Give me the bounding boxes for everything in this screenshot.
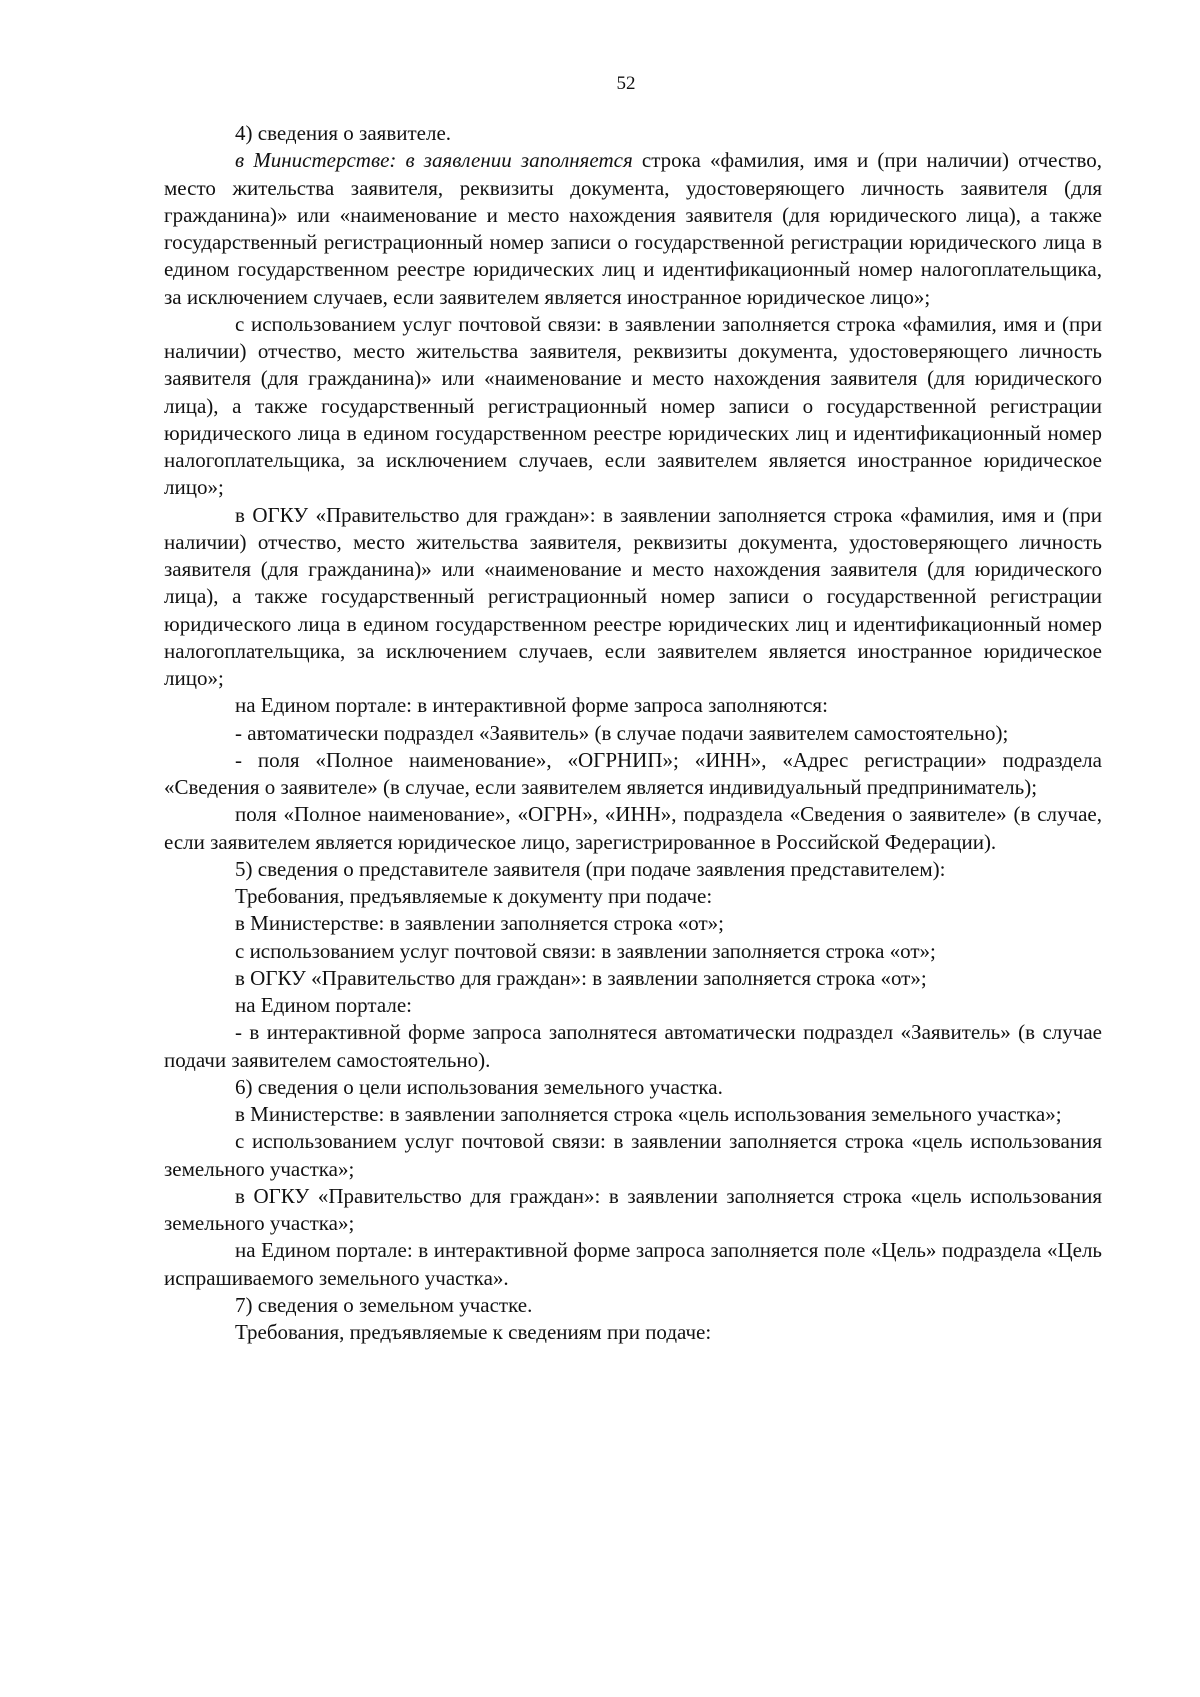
item-5-ogku: в ОГКУ «Правительство для граждан»: в заявлении заполняется строка «от»; — [235, 965, 927, 990]
item-4-portal-auto: - автоматически подраздел «Заявитель» (в случае подачи заявителем самостоятельно); — [235, 720, 1009, 745]
item-5-ministry: в Министерстве: в заявлении заполняется строка «от»; — [235, 911, 725, 936]
item-5-portal: на Едином портале: — [235, 993, 412, 1017]
item-5-portal-auto: - в интерактивной форме запроса заполнятеся автоматически подраздел «Заявитель» (в случае подачи заявителем самостоятельно). — [164, 1020, 1102, 1072]
item-4-portal-ip: - поля «Полное наименование», «ОГРНИП»; «ИНН», «Адрес регистрации» подраздела «Сведения о заявителе» (в случае, если заявителем является индивидуальный предприниматель); — [164, 747, 1102, 799]
item-7-requirements: Требования, предъявляемые к сведениям при подаче: — [235, 1320, 712, 1344]
item-5-heading: 5) сведения о представителе заявителя (при подаче заявления представителем): — [235, 856, 946, 881]
item-4-portal-ul: поля «Полное наименование», «ОГРН», «ИНН», подраздела «Сведения о заявителе» (в случае, если заявителем является юридическое лицо, зарегистрированное в Российской Федерации). — [164, 802, 1102, 854]
item-4-ogku: в ОГКУ «Правительство для граждан»: в заявлении заполняется строка «фамилия, имя и (при наличии) отчество, место жительства заявителя, реквизиты документа, удостоверяющего личность заявителя (для гражданина)» или «наименование и место нахождения заявителя (для юридического лица), а также государственный регистрационный номер записи о государственной регистрации юридического лица в едином государственном реестре юридических лиц и идентификационный номер налогоплательщика, за исключением случаев, если заявителем является иностранное юридическое лицо»; — [164, 502, 1102, 690]
item-6-heading: 6) сведения о цели использования земельного участка. — [235, 1074, 723, 1099]
item-4-ministry-text: строка «фамилия, имя и (при наличии) отчество, место жительства заявителя, реквизиты документа, удостоверяющего личность заявителя (для гражданина)» или «наименование и место нахождения заявителя (для юридического лица), а также государственный регистрационный номер записи о государственной регистрации юридического лица в едином государственном реестре юридических лиц и идентификационный номер налогоплательщика, за исключением случаев, если заявителем является иностранное юридическое лицо»; — [164, 148, 1102, 309]
item-4-portal: на Едином портале: в интерактивной форме запроса заполняются: — [235, 693, 828, 718]
item-5-post: с использованием услуг почтовой связи: в заявлении заполняется строка «от»; — [235, 938, 936, 963]
item-4-ministry-lead: в Министерстве: в заявлении заполняется — [235, 148, 633, 173]
item-4-heading: 4) сведения о заявителе. — [235, 121, 452, 145]
item-6-ministry: в Министерстве: в заявлении заполняется строка «цель использования земельного участка»; — [235, 1102, 1062, 1126]
item-5-requirements: Требования, предъявляемые к документу при подаче: — [235, 884, 713, 908]
item-4-ministry — [164, 147, 1102, 311]
item-7-heading: 7) сведения о земельном участке. — [235, 1292, 533, 1317]
item-6-ogku: в ОГКУ «Правительство для граждан»: в заявлении заполняется строка «цель использования земельного участка»; — [164, 1183, 1102, 1235]
item-4-post: с использованием услуг почтовой связи: в заявлении заполняется строка «фамилия, имя и (при наличии) отчество, место жительства заявителя, реквизиты документа, удостоверяющего личность заявителя (для гражданина)» или «наименование и место нахождения заявителя (для юридического лица), а также государственный регистрационный номер записи о государственной регистрации юридического лица в едином государственном реестре юридических лиц и идентификационный номер налогоплательщика, за исключением случаев, если заявителем является иностранное юридическое лицо»; — [164, 311, 1102, 500]
page-number: 52 — [616, 73, 636, 94]
item-6-post: с использованием услуг почтовой связи: в заявлении заполняется строка «цель использования земельного участка»; — [164, 1129, 1102, 1181]
item-6-portal: на Едином портале: в интерактивной форме запроса заполняется поле «Цель» подраздела «Цель испрашиваемого земельного участка». — [164, 1238, 1102, 1290]
document-body — [164, 120, 1102, 1346]
